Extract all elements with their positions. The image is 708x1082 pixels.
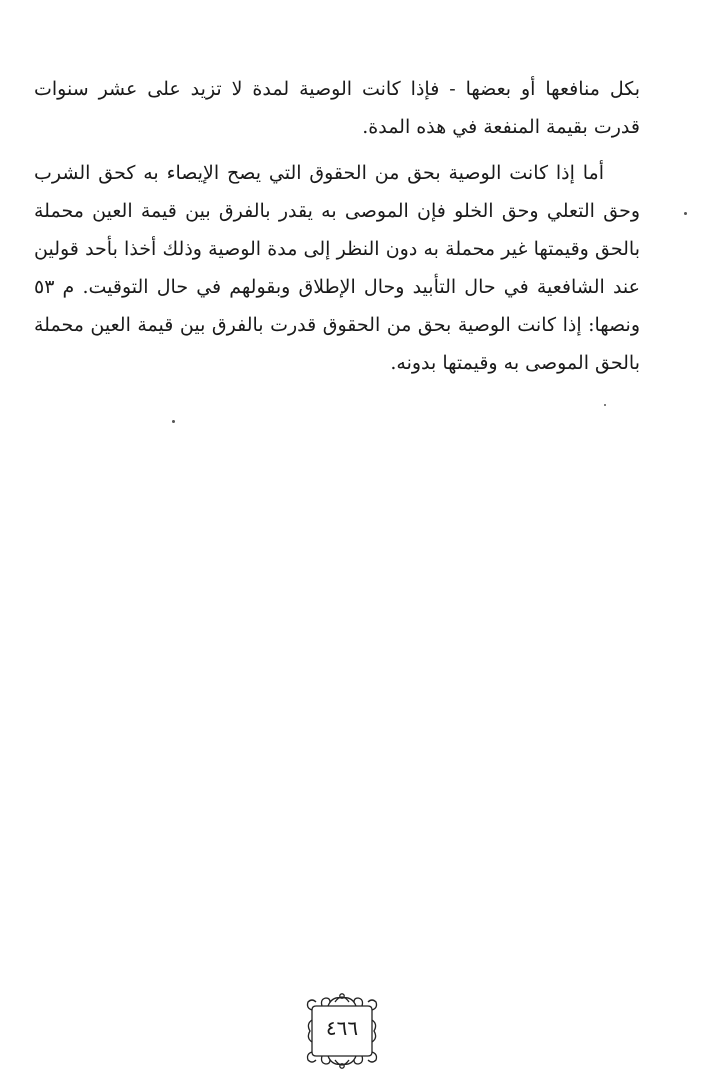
scan-speck — [172, 420, 175, 423]
paragraph-2: أما إذا كانت الوصية بحق من الحقوق التي يصح الإيصاء به كحق الشرب وحق التعلي وحق الخلو فإن الموصى به يقدر بالفرق بين قيمة العين محملة بالحق وقيمتها غير محملة به دون النظر إلى مدة الوصية وذلك أخذا بأحد قولين عند الشافعية في حال التأبيد وحال الإطلاق وبقولهم في حال التوقيت. م ٥٣ ونصها: إذا كانت الوصية بحق من الحقوق قدرت بالفرق بين قيمة العين محملة بالحق الموصى به وقيمتها بدونه. — [34, 162, 640, 374]
scan-speck — [684, 212, 687, 215]
body-text — [34, 70, 640, 382]
page-number: ٤٦٦ — [325, 1016, 359, 1040]
scan-speck — [604, 404, 606, 406]
page-number-ornament — [302, 990, 382, 1072]
paragraph-1: بكل منافعها أو بعضها - فإذا كانت الوصية لمدة لا تزيد على عشر سنوات قدرت بقيمة المنفعة في هذه المدة. — [34, 78, 640, 138]
